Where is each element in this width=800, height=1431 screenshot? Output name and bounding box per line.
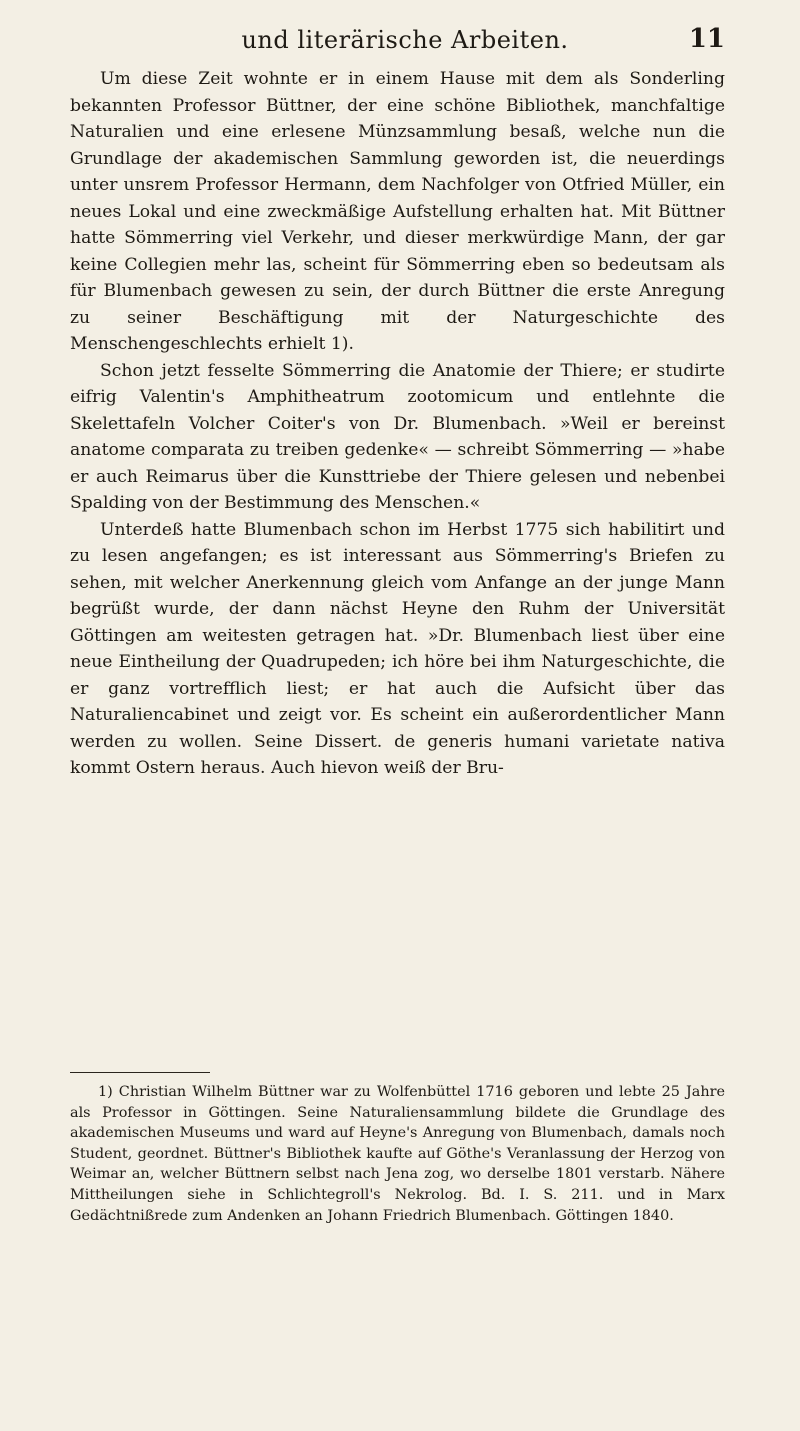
- page-header: [95, 22, 725, 58]
- running-head: und literärische Arbeiten.: [241, 26, 569, 54]
- paragraph-1: Um diese Zeit wohnte er in einem Hause mit dem als Sonderling bekannten Professor Büttner, der eine schöne Bibliothek, manchfaltige Naturalien und eine erlesene Münzsammlung besaß, welche nun die Grundlage der akademischen Sammlung geworden ist, die neuerdings unter unsrem Professor Hermann, dem Nachfolger von Otfried Müller, ein neues Lokal und eine zweckmäßige Aufstellung erhalten hat. Mit Büttner hatte Sömmerring viel Verkehr, und dieser merkwürdige Mann, der gar keine Collegien mehr las, scheint für Sömmerring eben so bedeutsam als für Blumenbach gewesen zu sein, der durch Büttner die erste Anregung zu seiner Beschäftigung mit der Naturgeschichte des Menschengeschlechts erhielt 1).: [70, 69, 725, 354]
- footnote-text: 1) Christian Wilhelm Büttner war zu Wolfenbüttel 1716 geboren und lebte 25 Jahre als Professor in Göttingen. Seine Naturaliensammlung bildete die Grundlage des akademischen Museums und ward auf Heyne's Anregung von Blumenbach, damals noch Student, geordnet. Büttner's Bibliothek kaufte auf Göthe's Veranlassung der Herzog von Weimar an, welcher Büttnern selbst nach Jena zog, wo derselbe 1801 verstarb. Nähere Mittheilungen siehe in Schlichtegroll's Nekrolog. Bd. I. S. 211. und in Marx Gedächtnißrede zum Andenken an Johann Friedrich Blumenbach. Göttingen 1840.: [70, 1084, 725, 1224]
- paragraph-3: Unterdeß hatte Blumenbach schon im Herbst 1775 sich habilitirt und zu lesen angefangen; es ist interessant aus Sömmerring's Briefen zu sehen, mit welcher Anerkennung gleich vom Anfange an der junge Mann begrüßt wurde, der dann nächst Heyne den Ruhm der Universität Göttingen am weitesten getragen hat. »Dr. Blumenbach liest über eine neue Eintheilung der Quadrupeden; ich höre bei ihm Naturgeschichte, die er ganz vortrefflich liest; er hat auch die Aufsicht über das Naturaliencabinet und zeigt vor. Es scheint ein außerordentlicher Mann werden zu wollen. Seine Dissert. de generis humani varietate nativa kommt Ostern heraus. Auch hievon weiß der Bru-: [70, 519, 725, 778]
- page-number: 11: [688, 24, 725, 54]
- paragraph-2: Schon jetzt fesselte Sömmerring die Anatomie der Thiere; er studirte eifrig Valentin's Amphitheatrum zootomicum und entlehnte die Skelettafeln Volcher Coiter's von Dr. Blumenbach. »Weil er bereinst anatome comparata zu treiben gedenke« — schreibt Sömmerring — »habe er auch Reimarus über die Kunsttriebe der Thiere gelesen und nebenbei Spalding von der Bestimmung des Menschen.«: [70, 360, 725, 513]
- footnote: [70, 1082, 725, 1226]
- footnote-divider: [70, 1072, 210, 1073]
- main-text: [70, 66, 725, 782]
